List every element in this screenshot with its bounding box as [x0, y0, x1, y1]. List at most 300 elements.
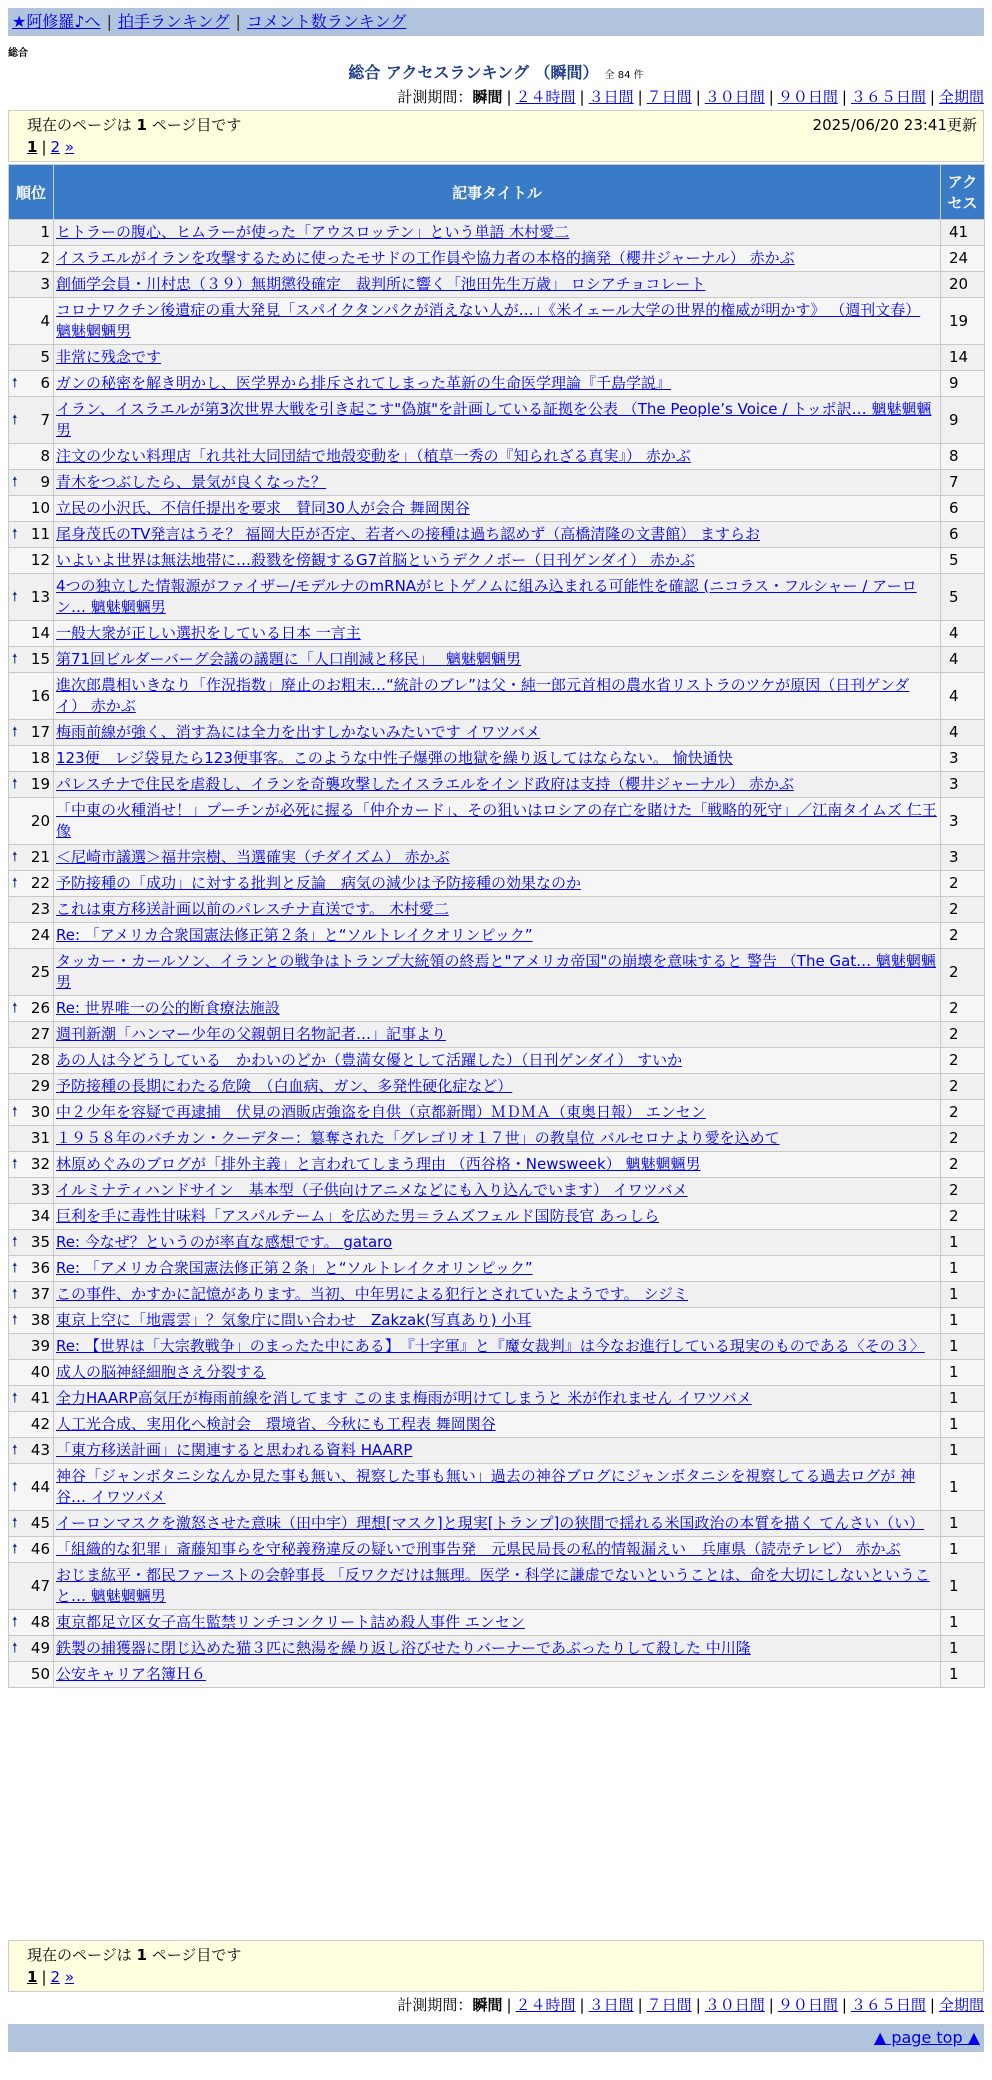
title-cell	[54, 720, 941, 746]
period-option-4[interactable]: ９０日間	[777, 1996, 838, 2014]
rank-cell	[9, 1282, 54, 1308]
table-row	[9, 1636, 985, 1662]
title-cell	[54, 1126, 941, 1152]
title-cell	[54, 345, 941, 371]
access-count: 4	[941, 647, 985, 673]
period-option-2[interactable]: ７日間	[646, 1996, 692, 2014]
col-title-header: 記事タイトル	[54, 165, 941, 220]
article-link[interactable]: 青木をつぶしたら、景気が良くなった？	[56, 473, 327, 491]
rank-number: 2	[40, 249, 50, 267]
rank-cell	[9, 996, 54, 1022]
pagination	[27, 1968, 74, 1986]
article-link[interactable]: 4つの独立した情報源がファイザー/モデルナのmRNAがヒトゲノムに組み込まれる可能性を確認 (ニコラス・フルシャー / アーロン… 魑魅魍魎男	[56, 577, 917, 616]
rank-number: 31	[30, 1129, 50, 1147]
article-link[interactable]: Re: 「アメリカ合衆国憲法修正第２条」と“ソルトレイクオリンピック”	[56, 1259, 533, 1277]
rank-number: 19	[30, 775, 50, 793]
period-separator: |	[768, 88, 774, 106]
article-link[interactable]: Re: 今なぜ？というのが率直な感想です。 gataro	[56, 1233, 393, 1251]
rank-number: 4	[40, 311, 50, 330]
access-count: 19	[941, 298, 985, 345]
rank-cell	[9, 871, 54, 897]
table-row	[9, 298, 985, 345]
table-row	[9, 1610, 985, 1636]
current-page-text	[27, 1944, 241, 1965]
article-link[interactable]: 一般大衆が正しい選択をしている日本 一言主	[56, 624, 361, 642]
article-link[interactable]: いよいよ世界は無法地帯に…殺戮を傍観するG7首脳というデクノボー（日刊ゲンダイ） 赤かぶ	[56, 551, 695, 569]
article-link[interactable]: 中２少年を容疑で再逮捕 伏見の酒販店強盗を自供（京都新聞）ＭＤＭＡ（東奥日報） エンセン	[56, 1103, 706, 1121]
article-link[interactable]: 神谷「ジャンボタニシなんか見た事も無い、視察した事も無い」過去の神谷ブログにジャンボタニシを視察してる過去ログが 神谷… イワツバメ	[56, 1467, 916, 1506]
rank-cell	[9, 1412, 54, 1438]
access-count: 1	[941, 1636, 985, 1662]
access-count: 2	[941, 1022, 985, 1048]
title-cell	[54, 496, 941, 522]
rank-number: 38	[30, 1311, 50, 1329]
category-label: 総合	[8, 48, 28, 59]
title-cell	[54, 949, 941, 996]
title-cell	[54, 548, 941, 574]
article-link[interactable]: Re: 【世界は「大宗教戦争」のまったた中にある】 『十字軍』と『魔女裁判』は今なお進行している現実のものである〈その３〉	[56, 1337, 925, 1355]
rank-cell	[9, 1022, 54, 1048]
rank-number: 45	[30, 1514, 50, 1532]
article-link[interactable]: 「東方移送計画」に関連すると思われる資料 HAARP	[56, 1441, 413, 1459]
table-row	[9, 444, 985, 470]
period-option-0[interactable]: ２４時間	[515, 88, 576, 106]
access-count: 14	[941, 345, 985, 371]
rank-cell	[9, 1178, 54, 1204]
period-separator: |	[841, 1996, 847, 2014]
rank-cell	[9, 371, 54, 397]
title-cell	[54, 1074, 941, 1100]
access-count: 24	[941, 246, 985, 272]
table-row	[9, 548, 985, 574]
rank-number: 20	[30, 811, 50, 830]
title-cell	[54, 1230, 941, 1256]
rank-cell	[9, 1256, 54, 1282]
title-cell	[54, 673, 941, 720]
up-arrow-icon: 🠕	[12, 589, 18, 605]
rank-cell	[9, 522, 54, 548]
table-row	[9, 621, 985, 647]
current-page-number: 1	[136, 1946, 147, 1964]
comment-ranking-link[interactable]: コメント数ランキング	[246, 12, 407, 31]
article-link[interactable]: ヒトラーの腹心、ヒムラーが使った「アウスロッテン」という単語 木村愛二	[56, 223, 570, 241]
title-cell	[54, 996, 941, 1022]
current-page-prefix: 現在のページは	[27, 1946, 137, 1964]
article-link[interactable]: イラン、イスラエルが第3次世界大戦を引き起こす"偽旗"を計画している証拠を公表 （The People’s Voice / トッポ訳… 魑魅魍魎男	[56, 400, 932, 439]
rank-number: 36	[30, 1259, 50, 1277]
rank-cell	[9, 345, 54, 371]
table-row	[9, 1126, 985, 1152]
article-link[interactable]: 東京上空に「地震雲」？気象庁に問い合わせ Zakzak(写真あり) 小耳	[56, 1311, 532, 1329]
access-count: 2	[941, 871, 985, 897]
up-arrow-icon: 🠕	[12, 527, 18, 542]
title-cell	[54, 1204, 941, 1230]
title-cell	[54, 1178, 941, 1204]
table-row	[9, 845, 985, 871]
access-count: 1	[941, 1464, 985, 1511]
title-cell	[54, 1412, 941, 1438]
rank-number: 46	[30, 1540, 50, 1558]
access-count: 5	[941, 548, 985, 574]
current-page-number: 1	[136, 116, 147, 134]
title-cell	[54, 1662, 941, 1688]
article-link[interactable]: 週刊新潮「ハンマー少年の父親朝日名物記者…」記事より	[56, 1025, 447, 1043]
title-cell	[54, 272, 941, 298]
rank-number: 23	[30, 900, 50, 918]
rank-number: 8	[40, 447, 50, 465]
pagination-page-2[interactable]: 2	[50, 1968, 61, 1986]
article-link[interactable]: 予防接種の長期にわたる危険 （白血病、ガン、多発性硬化症など）	[56, 1077, 513, 1095]
page-info-top	[8, 110, 984, 162]
article-link[interactable]: ＜尼崎市議選＞福井宗樹、当選確実（チダイズム） 赤かぶ	[56, 848, 450, 866]
table-row	[9, 1256, 985, 1282]
rank-cell	[9, 1537, 54, 1563]
table-row	[9, 1511, 985, 1537]
article-link[interactable]: Re: 世界唯一の公的断食療法施設	[56, 999, 280, 1017]
table-row	[9, 272, 985, 298]
rank-cell	[9, 1662, 54, 1688]
rank-cell	[9, 746, 54, 772]
period-option-1[interactable]: ３日間	[588, 88, 634, 106]
up-arrow-icon: 🠕	[12, 475, 18, 490]
title-cell	[54, 220, 941, 246]
rank-cell	[9, 1360, 54, 1386]
title-cell	[54, 1256, 941, 1282]
access-count: 2	[941, 1126, 985, 1152]
access-count: 1	[941, 1537, 985, 1563]
rank-number: 48	[30, 1613, 50, 1631]
title-cell	[54, 1152, 941, 1178]
title-cell	[54, 1334, 941, 1360]
table-row	[9, 246, 985, 272]
title-cell	[54, 1360, 941, 1386]
article-link[interactable]: イーロンマスクを激怒させた意味（田中宇）理想[マスク]と現実[トランプ]の狭間で揺れる米国政治の本質を描く てんさい（い）	[56, 1514, 925, 1532]
title-cell	[54, 1563, 941, 1610]
table-header-row	[9, 165, 985, 220]
period-option-3[interactable]: ３０日間	[704, 1996, 765, 2014]
article-link[interactable]: 全力HAARP高気圧が梅雨前線を消してます このまま梅雨が明けてしまうと 米が作れません イワツバメ	[56, 1389, 752, 1407]
rank-number: 43	[30, 1441, 50, 1459]
article-link[interactable]: Re: 「アメリカ合衆国憲法修正第２条」と“ソルトレイクオリンピック”	[56, 926, 533, 944]
title-cell	[54, 246, 941, 272]
period-selector-bottom	[397, 1994, 984, 2015]
table-row	[9, 1386, 985, 1412]
total-count: 全 84 件	[604, 70, 644, 81]
rank-cell	[9, 923, 54, 949]
article-link[interactable]: 梅雨前線が強く、消す為には全力を出すしかないみたいです イワツバメ	[56, 723, 541, 741]
article-link[interactable]: 東京都足立区女子高生監禁リンチコンクリート詰め殺人事件 エンセン	[56, 1613, 525, 1631]
period-separator: |	[637, 1996, 643, 2014]
title-cell	[54, 371, 941, 397]
rank-number: 28	[30, 1051, 50, 1069]
pagination	[27, 138, 74, 156]
nav-separator: |	[235, 12, 241, 31]
access-count: 3	[941, 746, 985, 772]
period-label: 計測期間：	[397, 1996, 473, 2014]
table-row	[9, 220, 985, 246]
table-row	[9, 1230, 985, 1256]
rank-cell	[9, 949, 54, 996]
applause-ranking-link[interactable]: 拍手ランキング	[117, 12, 230, 31]
rank-cell	[9, 845, 54, 871]
access-count: 6	[941, 522, 985, 548]
access-count: 9	[941, 371, 985, 397]
article-link[interactable]: 創価学会員・川村忠（３９）無期懲役確定 裁判所に響く「池田先生万歳」 ロシアチョコレート	[56, 275, 706, 293]
rank-number: 12	[30, 551, 50, 569]
up-arrow-icon: 🠕	[12, 1287, 18, 1302]
period-option-1[interactable]: ３日間	[588, 1996, 634, 2014]
title-cell	[54, 1022, 941, 1048]
period-option-6[interactable]: 全期間	[938, 88, 984, 106]
title-cell	[54, 1610, 941, 1636]
article-link[interactable]: 成人の脳神経細胞さえ分裂する	[56, 1363, 267, 1381]
table-row	[9, 720, 985, 746]
article-link[interactable]: 鉄製の捕獲器に閉じ込めた猫３匹に熱湯を繰り返し浴びせたりバーナーであぶったりして殺した 中川隆	[56, 1639, 751, 1657]
rank-number: 9	[40, 473, 50, 491]
article-link[interactable]: 予防接種の「成功」に対する批判と反論 病気の減少は予防接種の効果なのか	[56, 874, 582, 892]
table-row	[9, 772, 985, 798]
access-count: 1	[941, 1610, 985, 1636]
rank-cell	[9, 798, 54, 845]
pagination-next[interactable]: »	[64, 138, 75, 156]
page-top-link[interactable]: ▲ page top ▲	[873, 2028, 980, 2047]
access-count: 1	[941, 1282, 985, 1308]
access-count: 1	[941, 1511, 985, 1537]
table-row	[9, 746, 985, 772]
table-row	[9, 871, 985, 897]
period-separator: |	[929, 88, 935, 106]
rank-cell	[9, 1386, 54, 1412]
article-link[interactable]: 公安キャリア名簿Ｈ６	[56, 1665, 207, 1683]
title-cell	[54, 1511, 941, 1537]
period-option-3[interactable]: ３０日間	[704, 88, 765, 106]
table-row	[9, 574, 985, 621]
rank-number: 39	[30, 1337, 50, 1355]
access-count: 2	[941, 949, 985, 996]
table-row	[9, 1152, 985, 1178]
table-row	[9, 996, 985, 1022]
period-current: 瞬間	[472, 88, 503, 106]
rank-cell	[9, 1074, 54, 1100]
period-separator: |	[579, 88, 585, 106]
rank-number: 30	[30, 1103, 50, 1121]
article-link[interactable]: １９５８年のバチカン・クーデター：簒奪された「グレゴリオ１７世」の教皇位 バルセロナより愛を込めて	[56, 1129, 780, 1147]
title-cell	[54, 1048, 941, 1074]
title-cell	[54, 574, 941, 621]
article-link[interactable]: 巨利を手に毒性甘味料「アスパルテーム」を広めた男＝ラムズフェルド国防長官 あっしら	[56, 1207, 660, 1225]
article-link[interactable]: 「組織的な犯罪」斎藤知事らを守秘義務違反の疑いで刑事告発 元県民局長の私的情報漏えい 兵庫県（読売テレビ） 赤かぶ	[56, 1540, 901, 1558]
rank-number: 16	[30, 686, 50, 705]
article-link[interactable]: 「中東の火種消せ！」プーチンが必死に握る「仲介カード」、その狙いはロシアの存亡を賭けた「戦略的死守」／江南タイムズ 仁王像	[56, 801, 937, 840]
rank-cell	[9, 1230, 54, 1256]
pagination-current: 1	[27, 138, 38, 156]
rank-number: 40	[30, 1363, 50, 1381]
nav-separator: |	[106, 12, 112, 31]
article-link[interactable]: 林原めぐみのブログが「排外主義」と言われてしまう理由 （西谷格・Newsweek） 魑魅魍魎男	[56, 1155, 701, 1173]
rank-number: 18	[30, 749, 50, 767]
article-link[interactable]: イルミナティハンドサイン 基本型（子供向けアニメなどにも入り込んでいます） イワツバメ	[56, 1181, 688, 1199]
rank-number: 6	[40, 374, 50, 392]
access-count: 1	[941, 1230, 985, 1256]
rank-number: 42	[30, 1415, 50, 1433]
title-cell	[54, 923, 941, 949]
rank-cell	[9, 772, 54, 798]
period-separator: |	[695, 1996, 701, 2014]
rank-cell	[9, 1563, 54, 1610]
rank-number: 14	[30, 624, 50, 642]
access-count: 4	[941, 720, 985, 746]
article-link[interactable]: イスラエルがイランを攻撃するために使ったモサドの工作員や協力者の本格的摘発（櫻井ジャーナル） 赤かぶ	[56, 249, 795, 267]
access-count: 2	[941, 996, 985, 1022]
up-arrow-icon: 🠕	[12, 652, 18, 667]
article-link[interactable]: ガンの秘密を解き明かし、医学界から排斥されてしまった革新の生命医学理論『千島学説』	[56, 374, 672, 392]
article-link[interactable]: コロナワクチン後遺症の重大発見「スパイクタンパクが消えない人が…」《米イェール大学の世界的権威が明かす》 （週刊文春） 魑魅魍魎男	[56, 301, 921, 340]
rank-number: 7	[40, 410, 50, 429]
rank-number: 26	[30, 999, 50, 1017]
rank-cell	[9, 470, 54, 496]
article-link[interactable]: 第71回ビルダーバーグ会議の議題に「人口削減と移民」 魑魅魍魎男	[56, 650, 522, 668]
pagination-page-2[interactable]: 2	[50, 138, 61, 156]
period-option-6[interactable]: 全期間	[938, 1996, 984, 2014]
rank-number: 33	[30, 1181, 50, 1199]
up-arrow-icon: 🠕	[12, 876, 18, 891]
page-title	[0, 60, 992, 83]
access-count: 41	[941, 220, 985, 246]
article-link[interactable]: 123便 レジ袋見たら123便事客。このような中性子爆弾の地獄を繰り返してはならない。 愉快通快	[56, 749, 733, 767]
rank-cell	[9, 1048, 54, 1074]
title-cell	[54, 522, 941, 548]
bottom-bar	[8, 2024, 984, 2052]
article-link[interactable]: 立民の小沢氏、不信任提出を要求 賛同30人が会合 舞岡関谷	[56, 499, 470, 517]
table-row	[9, 1178, 985, 1204]
rank-cell	[9, 220, 54, 246]
up-arrow-icon: 🠕	[12, 376, 18, 391]
access-count: 2	[941, 1048, 985, 1074]
article-link[interactable]: 尾身茂氏のTV発言はうそ？ 福岡大臣が否定、若者への接種は過ち認めず（高橋清隆の文書館） ますらお	[56, 525, 760, 543]
rank-cell	[9, 1464, 54, 1511]
period-option-4[interactable]: ９０日間	[777, 88, 838, 106]
article-link[interactable]: おじま紘平・都民ファーストの会幹事長 「反ワクだけは無理。医学・科学に謙虚でないということは、命を大切にしないということ… 魑魅魍魎男	[56, 1566, 930, 1605]
current-page-prefix: 現在のページは	[27, 116, 137, 134]
table-row	[9, 1308, 985, 1334]
period-option-5[interactable]: ３６５日間	[850, 1996, 926, 2014]
rank-number: 37	[30, 1285, 50, 1303]
title-cell	[54, 298, 941, 345]
rank-cell	[9, 1438, 54, 1464]
article-link[interactable]: 進次郎農相いきなり「作況指数」廃止のお粗末…“統計のブレ”は父・純一郎元首相の農水省リストラのツケが原因（日刊ゲンダイ） 赤かぶ	[56, 676, 910, 715]
rank-cell	[9, 574, 54, 621]
title-cell	[54, 746, 941, 772]
home-link[interactable]: ★阿修羅♪へ	[12, 12, 101, 31]
title-cell	[54, 1308, 941, 1334]
period-option-0[interactable]: ２４時間	[515, 1996, 576, 2014]
period-selector-top	[397, 86, 984, 107]
rank-number: 11	[30, 525, 50, 543]
table-row	[9, 1412, 985, 1438]
title-cell	[54, 1464, 941, 1511]
period-option-2[interactable]: ７日間	[646, 88, 692, 106]
rank-number: 3	[40, 275, 50, 293]
up-arrow-icon: 🠕	[12, 777, 18, 792]
rank-number: 41	[30, 1389, 50, 1407]
table-row	[9, 647, 985, 673]
access-count: 2	[941, 897, 985, 923]
pagination-next[interactable]: »	[64, 1968, 75, 1986]
pagination-current: 1	[27, 1968, 38, 1986]
period-separator: |	[637, 88, 643, 106]
rank-number: 25	[30, 962, 50, 981]
pagination-separator: |	[41, 1968, 47, 1986]
article-link[interactable]: タッカー・カールソン、イランとの戦争はトランプ大統領の終焉と"アメリカ帝国"の崩壊を意味すると 警告 （The Gat… 魑魅魍魎男	[56, 952, 936, 991]
up-arrow-icon: 🠕	[12, 1542, 18, 1557]
period-separator: |	[506, 88, 512, 106]
rank-number: 17	[30, 723, 50, 741]
article-link[interactable]: 人工光合成、実用化へ検討会 環境省、今秋にも工程表 舞岡関谷	[56, 1415, 496, 1433]
rank-cell	[9, 548, 54, 574]
rank-cell	[9, 397, 54, 444]
rank-cell	[9, 1636, 54, 1662]
up-arrow-icon: 🠕	[12, 1001, 18, 1016]
access-count: 1	[941, 1360, 985, 1386]
title-cell	[54, 897, 941, 923]
rank-cell	[9, 1610, 54, 1636]
table-row	[9, 522, 985, 548]
access-count: 1	[941, 1563, 985, 1610]
article-link[interactable]: これは東方移送計画以前のパレスチナ直送です。 木村愛二	[56, 900, 449, 918]
access-count: 3	[941, 798, 985, 845]
rank-cell	[9, 1334, 54, 1360]
table-row	[9, 1360, 985, 1386]
rank-number: 49	[30, 1639, 50, 1657]
current-page-suffix: ページ目です	[146, 1946, 242, 1964]
access-count: 2	[941, 923, 985, 949]
access-count: 2	[941, 1204, 985, 1230]
article-link[interactable]: この事件、かすかに記憶があります。当初、中年男による犯行とされていたようです。 シジミ	[56, 1285, 688, 1303]
rank-cell	[9, 246, 54, 272]
article-link[interactable]: パレスチナで住民を虐殺し、イランを奇襲攻撃したイスラエルをインド政府は支持（櫻井ジャーナル） 赤かぶ	[56, 775, 794, 793]
rank-number: 32	[30, 1155, 50, 1173]
article-link[interactable]: 非常に残念です	[56, 348, 162, 366]
up-arrow-icon: 🠕	[12, 1157, 18, 1172]
title-cell	[54, 772, 941, 798]
period-label: 計測期間：	[397, 88, 473, 106]
access-count: 4	[941, 673, 985, 720]
title-cell	[54, 397, 941, 444]
rank-cell	[9, 298, 54, 345]
table-row	[9, 397, 985, 444]
table-row	[9, 1074, 985, 1100]
title-cell	[54, 871, 941, 897]
table-row	[9, 1282, 985, 1308]
rank-number: 47	[30, 1576, 50, 1595]
period-separator: |	[768, 1996, 774, 2014]
up-arrow-icon: 🠕	[12, 1641, 18, 1656]
article-link[interactable]: あの人は今どうしている かわいのどか（豊満女優として活躍した）（日刊ゲンダイ） すいか	[56, 1051, 683, 1069]
rank-cell	[9, 496, 54, 522]
access-count: 3	[941, 772, 985, 798]
access-count: 3	[941, 845, 985, 871]
up-arrow-icon: 🠕	[12, 1261, 18, 1276]
col-access-header: アクセス	[941, 165, 985, 220]
ranking-title: 総合 アクセスランキング （瞬間）	[348, 63, 599, 82]
table-row	[9, 470, 985, 496]
up-arrow-icon: 🠕	[12, 1313, 18, 1328]
up-arrow-icon: 🠕	[12, 1443, 18, 1458]
table-row	[9, 1022, 985, 1048]
period-option-5[interactable]: ３６５日間	[850, 88, 926, 106]
article-link[interactable]: 注文の少ない料理店「れ共社大同団結で地殻変動を」（植草一秀の『知られざる真実』） 赤かぶ	[56, 447, 691, 465]
up-arrow-icon: 🠕	[12, 1516, 18, 1531]
